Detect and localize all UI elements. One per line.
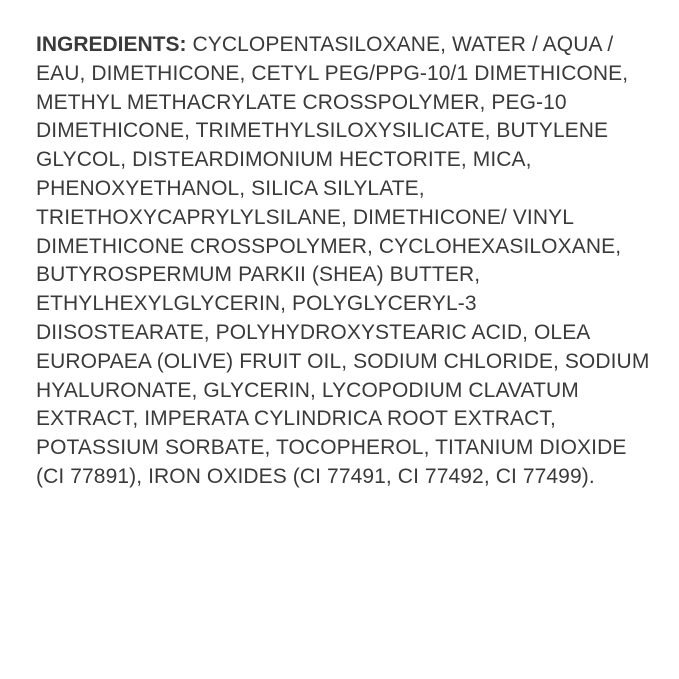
ingredients-line: ETHYLHEXYLGLYCERIN, POLYGLYCERYL-3 [36,292,477,316]
ingredients-line: EUROPAEA (OLIVE) FRUIT OIL, SODIUM CHLORIDE, SODIUM [36,349,650,373]
ingredients-line: METHYL METHACRYLATE CROSSPOLYMER, PEG-10 [36,90,567,114]
ingredients-label: INGREDIENTS: [36,33,187,56]
ingredients-line: POTASSIUM SORBATE, TOCOPHEROL, TITANIUM DIOXIDE [36,436,627,460]
ingredients-line: PHENOXYETHANOL, SILICA SILYLATE, [36,176,425,200]
ingredients-line: DIISOSTEARATE, POLYHYDROXYSTEARIC ACID, OLEA [36,320,591,344]
ingredients-line [36,31,654,60]
ingredients-line: DIMETHICONE CROSSPOLYMER, CYCLOHEXASILOXANE, [36,234,622,258]
ingredients-line: DIMETHICONE, TRIMETHYLSILOXYSILICATE, BUTYLENE [36,119,609,143]
ingredients-line: EAU, DIMETHICONE, CETYL PEG/PPG-10/1 DIMETHICONE, [36,61,629,85]
ingredients-line: EXTRACT, IMPERATA CYLINDRICA ROOT EXTRACT, [36,407,556,431]
ingredients-list [36,31,654,492]
ingredients-line: BUTYROSPERMUM PARKII (SHEA) BUTTER, [36,263,481,287]
ingredients-line: GLYCOL, DISTEARDIMONIUM HECTORITE, MICA, [36,148,532,172]
ingredients-line: HYALURONATE, GLYCERIN, LYCOPODIUM CLAVATUM [36,378,579,402]
ingredients-line: TRIETHOXYCAPRYLYLSILANE, DIMETHICONE/ VINYL [36,205,574,229]
ingredients-line: (CI 77891), IRON OXIDES (CI 77491, CI 77492, CI 77499). [36,464,595,488]
ingredients-line-text: CYCLOPENTASILOXANE, WATER / AQUA / [192,33,614,56]
